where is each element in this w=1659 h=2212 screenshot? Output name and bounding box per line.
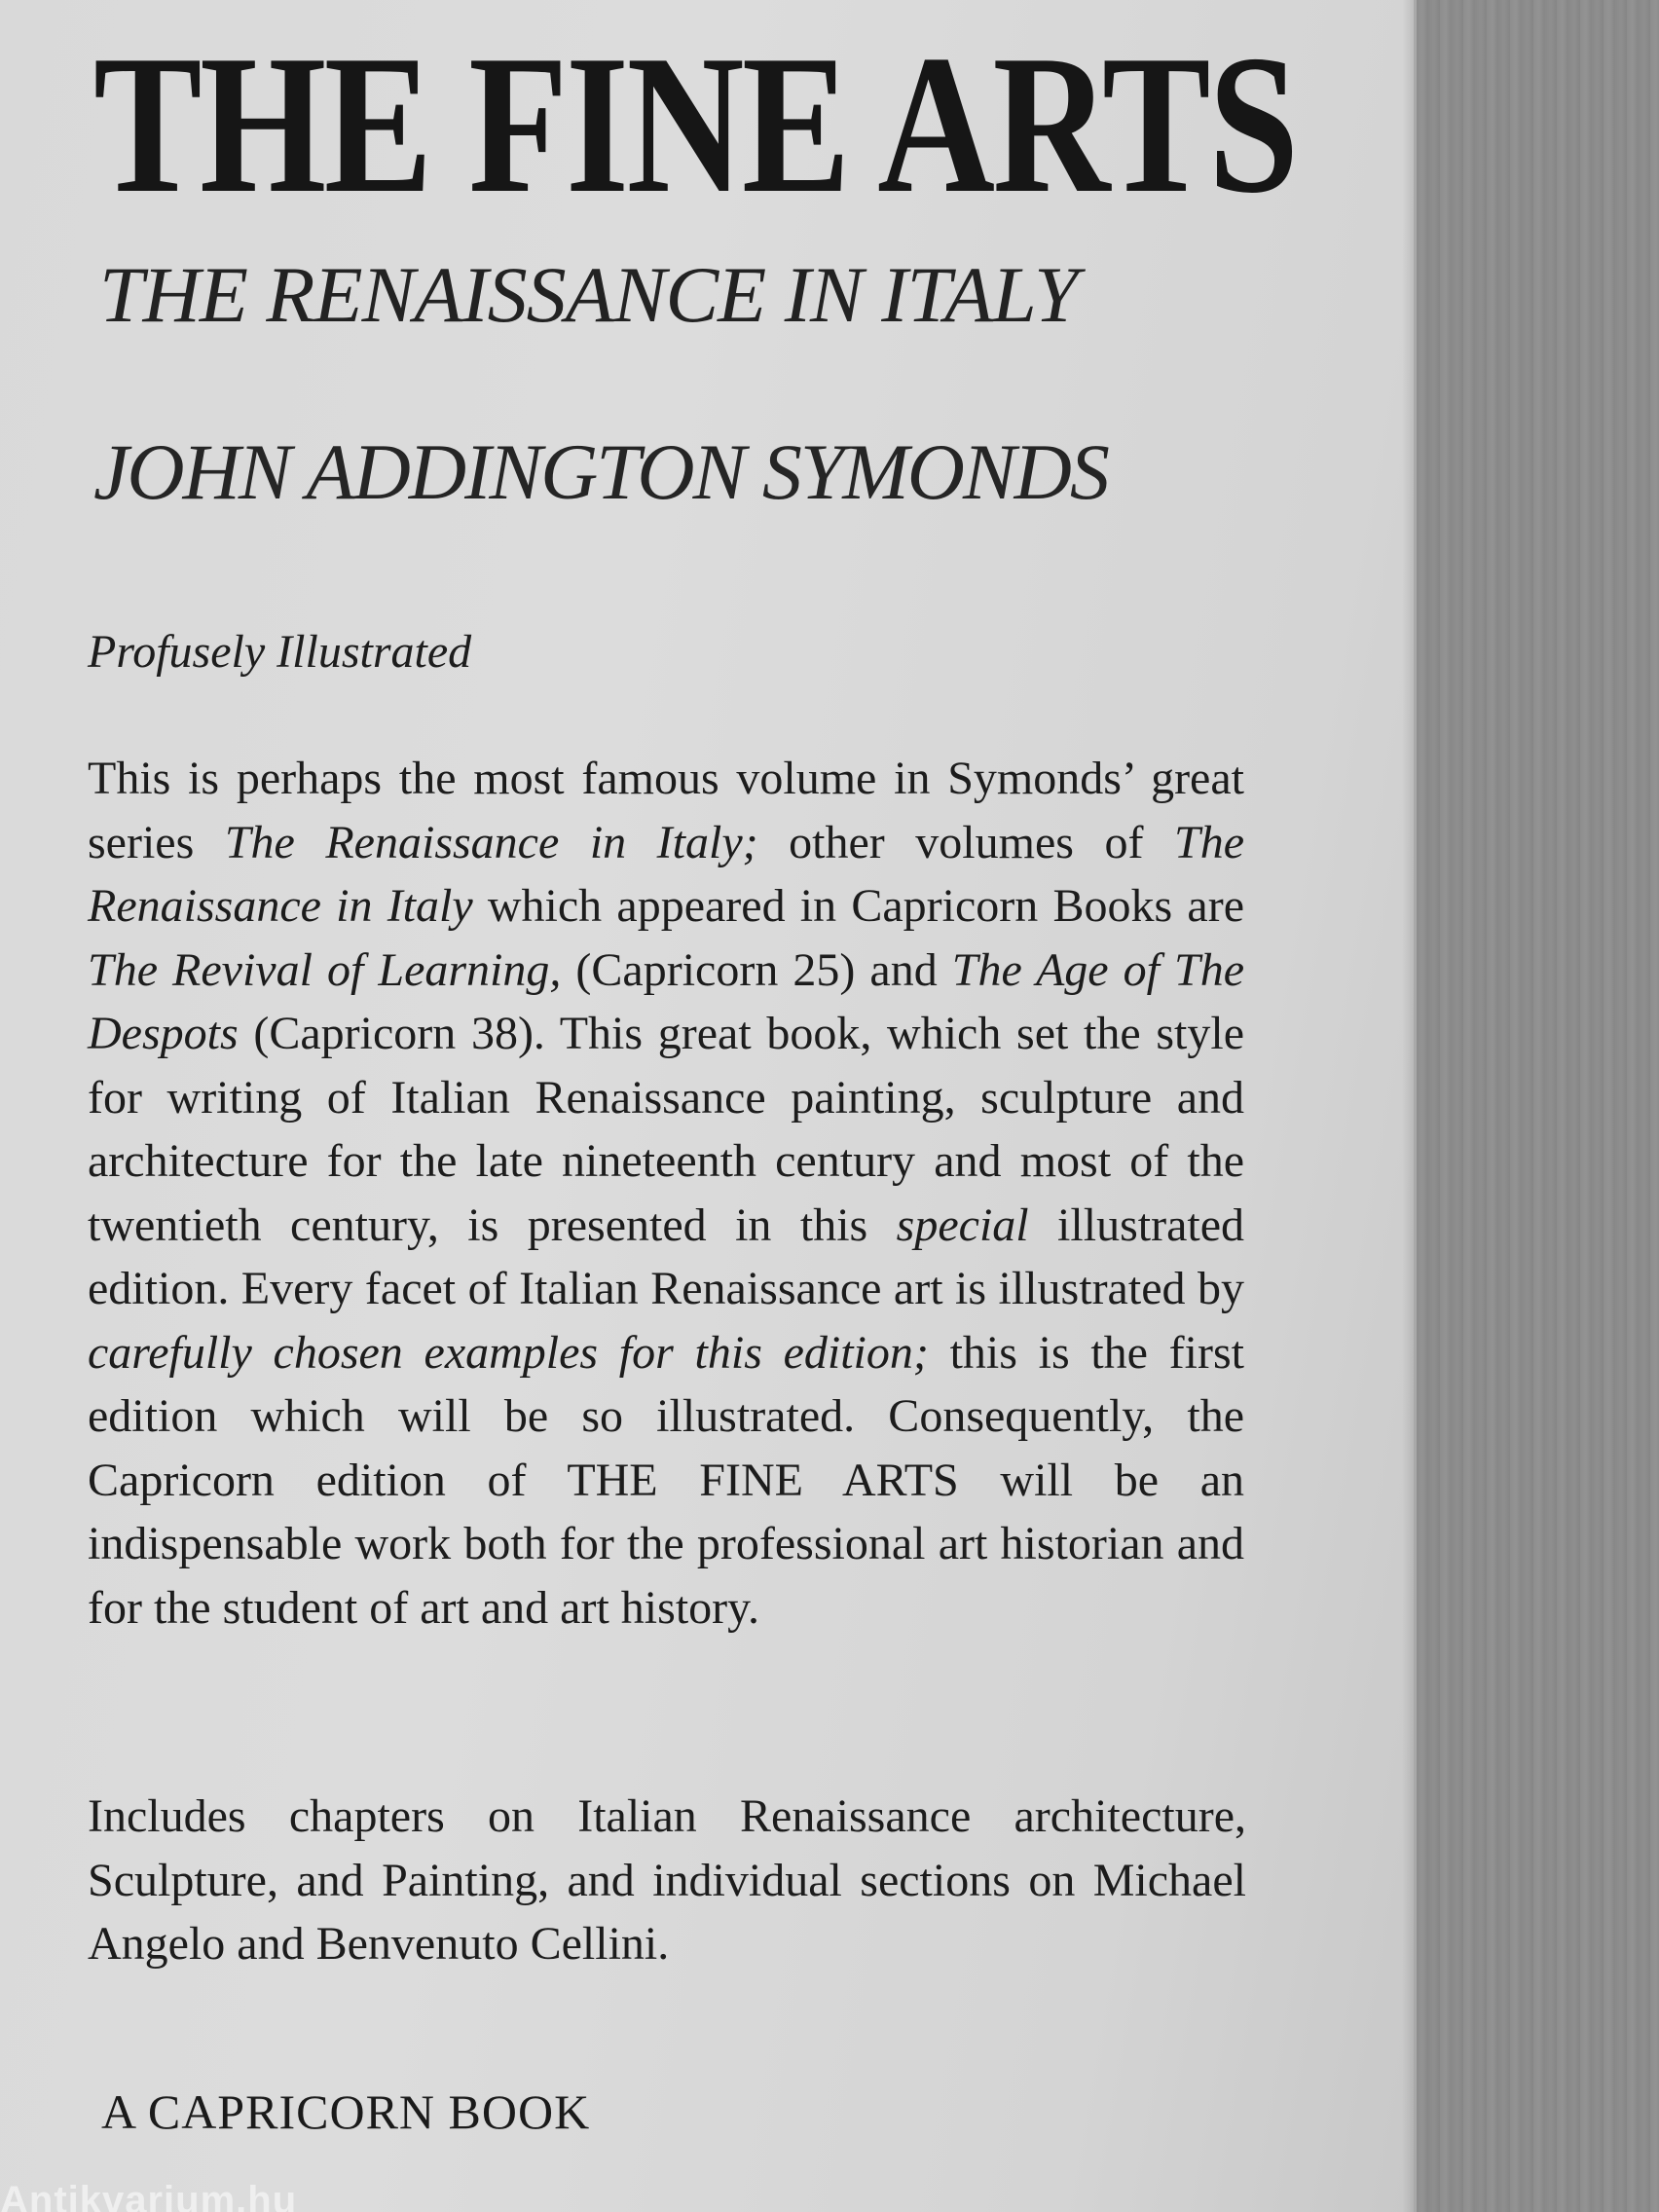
book-author: JOHN ADDINGTON SYMONDS	[93, 427, 1108, 516]
description-text: which appeared in Capricorn Books are	[472, 880, 1244, 932]
description-text: This is perhaps the most famous volume in Symonds’ great series	[88, 753, 1244, 868]
book-subtitle: THE RENAISSANCE IN ITALY	[99, 250, 1078, 339]
publisher-imprint: A CAPRICORN BOOK	[101, 2084, 591, 2139]
description-text: other volumes of	[757, 816, 1174, 868]
description-text: (Capricorn 25) and	[561, 943, 952, 996]
tagline: Profusely Illustrated	[88, 626, 472, 678]
watermark: Antikvarium.hu	[0, 2179, 298, 2212]
book-spine	[1414, 0, 1659, 2212]
chapters-paragraph: Includes chapters on Italian Renaissance architecture, Sculpture, and Painting, and individual sections on Michael Angelo and Benvenuto Cellini.	[88, 1790, 1246, 1970]
book-title: THE FINE ARTS	[93, 15, 1297, 235]
series-title: The Renaissance in Italy;	[224, 816, 758, 868]
description-paragraph	[88, 747, 1244, 1640]
series-title: The Renaissance in Italy	[88, 816, 1244, 932]
emphasis-text: special	[896, 1198, 1029, 1251]
description-text: this is the first edition which will be so illustrated. Consequently, the Capricorn edition of THE FINE ARTS will be an indispensable work both for the professional art historian and for the student of art and art history.	[88, 1326, 1245, 1634]
emphasis-text: carefully chosen examples for this edition;	[88, 1326, 929, 1379]
description-text: (Capricorn 38). This great book, which set the style for writing of Italian Renaissance painting, sculpture and architecture for the late nineteenth century and most of the twentieth century, is presented in this	[88, 1008, 1244, 1251]
description-text: illustrated edition. Every facet of Italian Renaissance art is illustrated by	[88, 1198, 1245, 1314]
related-book-title: The Age of The Despots	[88, 943, 1245, 1059]
related-book-title: The Revival of Learning,	[88, 943, 562, 996]
